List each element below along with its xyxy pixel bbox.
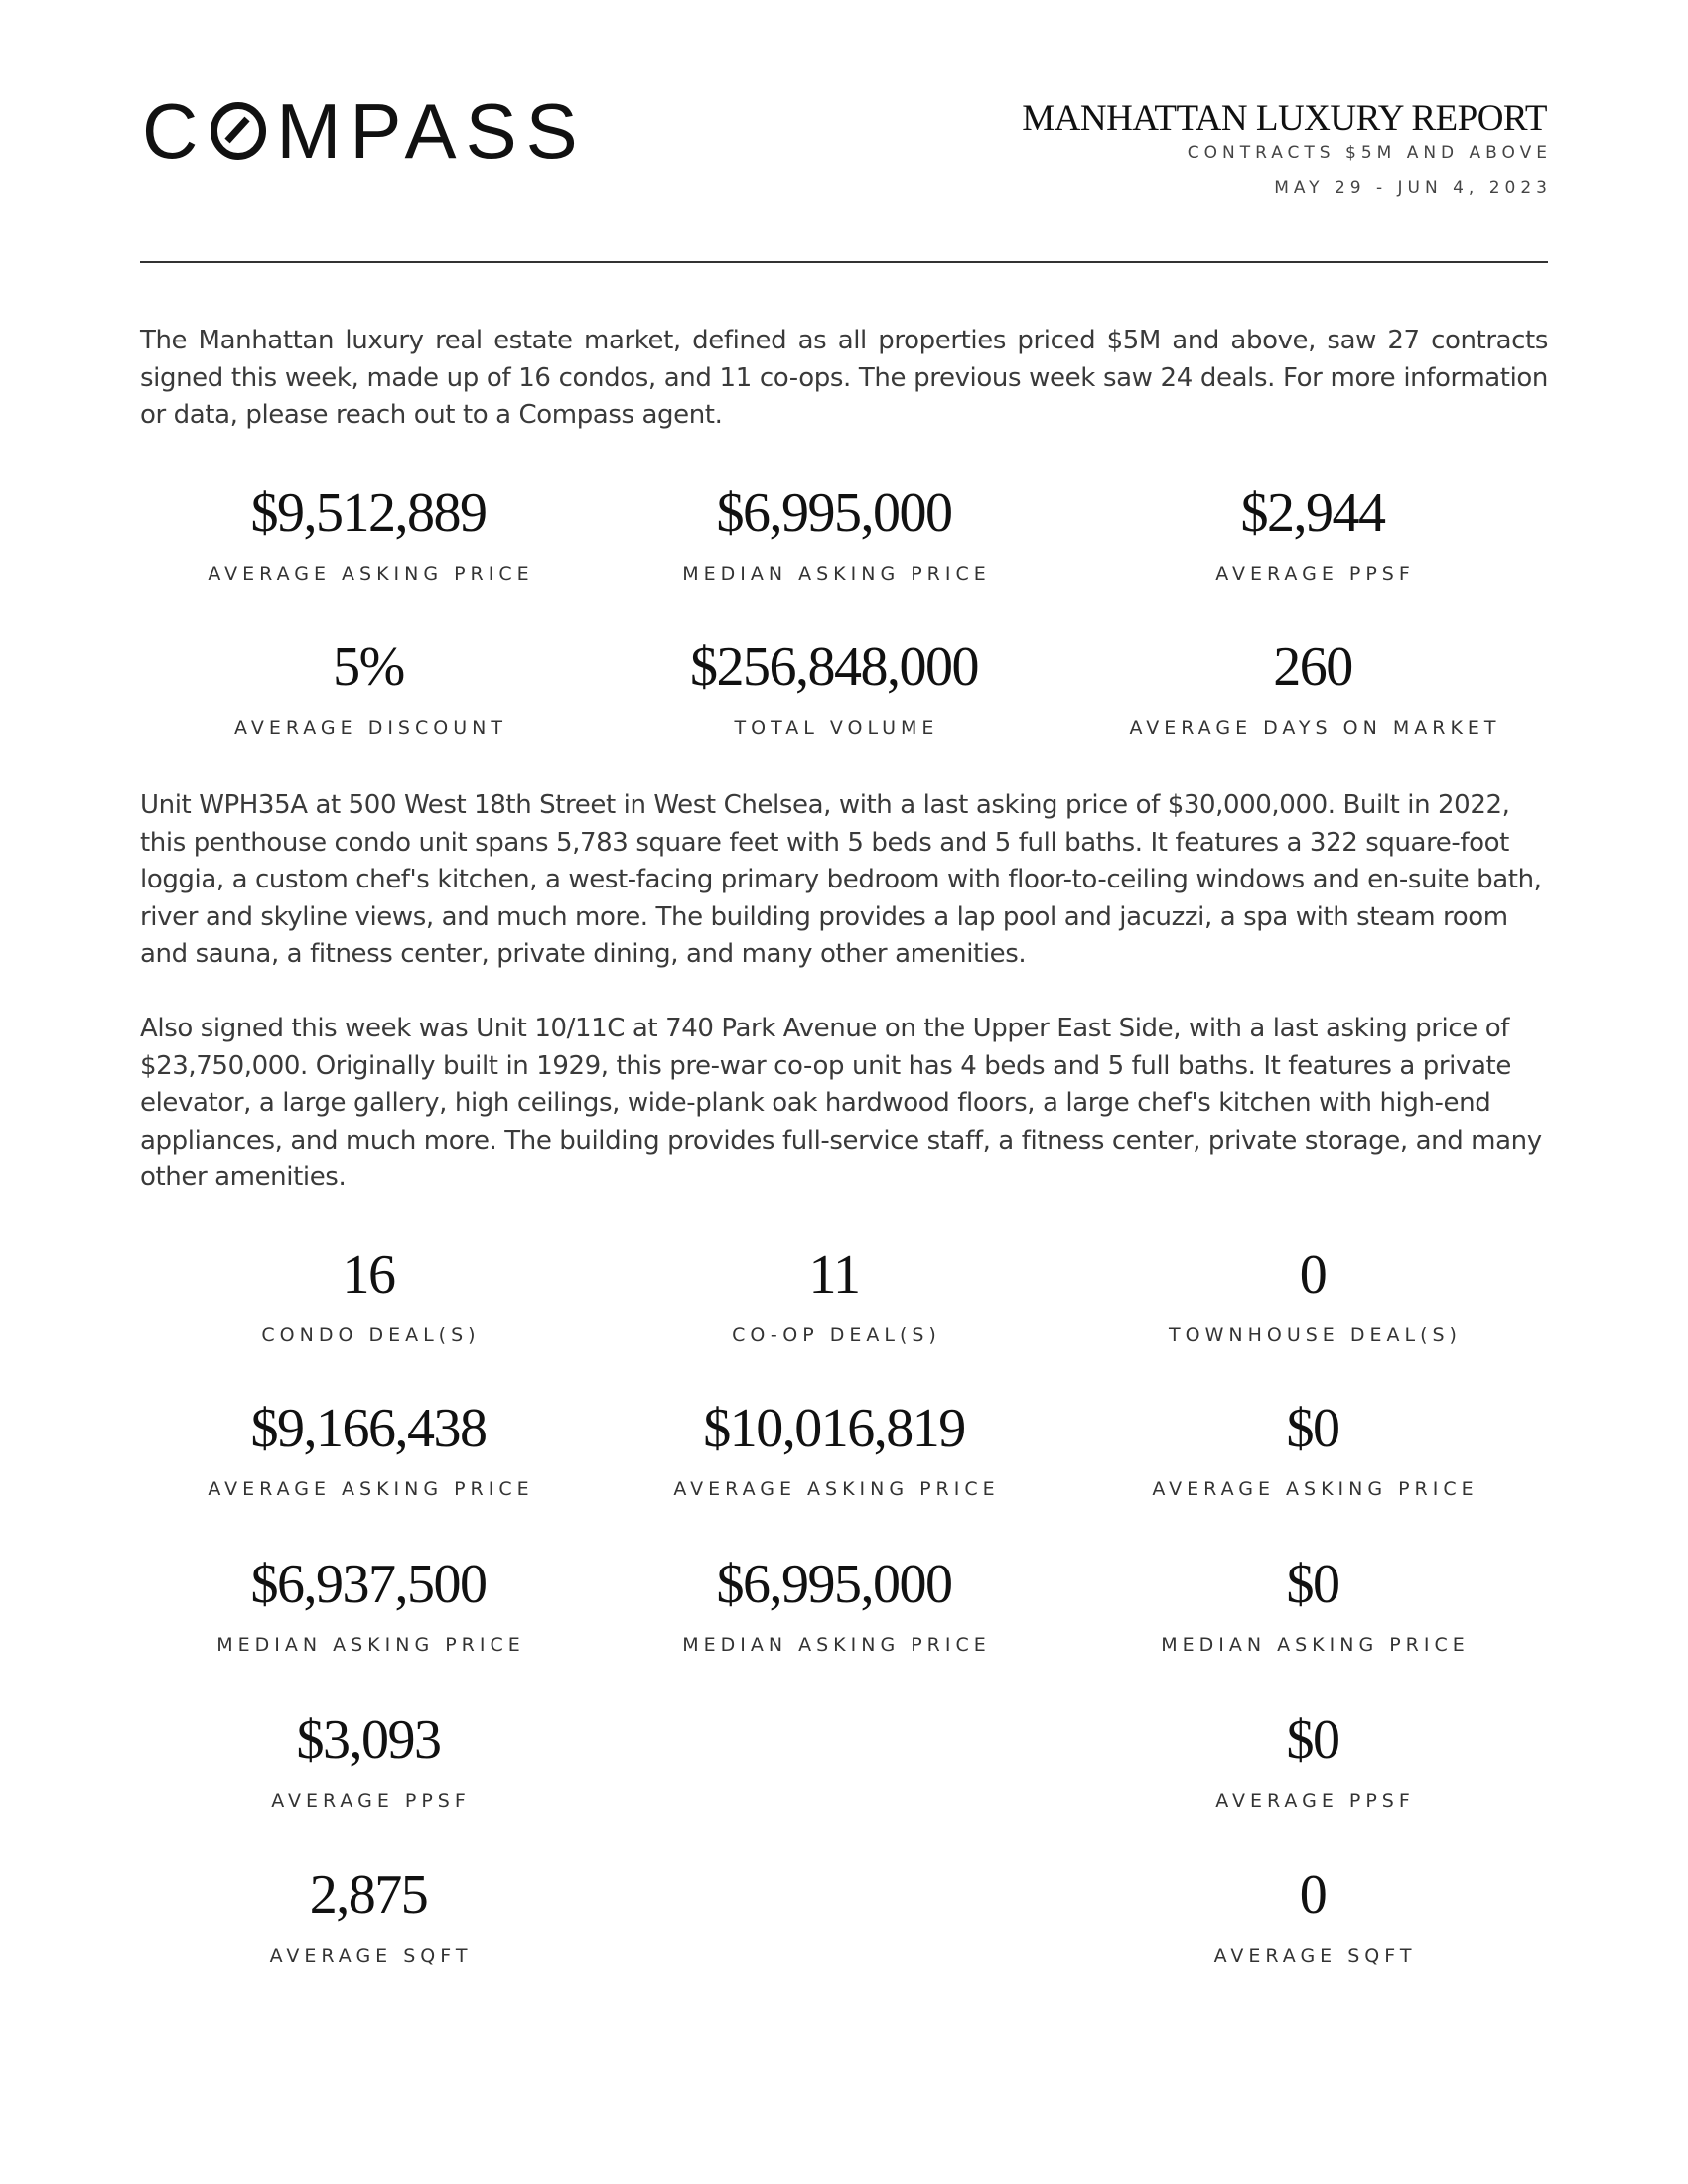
stat-value: 5% xyxy=(333,636,404,698)
stat-label: AVERAGE PPSF xyxy=(1215,1790,1415,1812)
stat-label: CO-OP DEAL(S) xyxy=(732,1324,941,1346)
report-title: MANHATTAN LUXURY REPORT xyxy=(1022,98,1547,139)
stat-label: TOWNHOUSE DEAL(S) xyxy=(1169,1324,1462,1346)
highlight-paragraph-1: Unit WPH35A at 500 West 18th Street in West Chelsea, with a last asking price of $30,000,000. Built in 2022, this penthouse condo unit spans 5,783 square feet with 5 beds and 5 full baths. It features a 322 square-foot loggia, a custom chef's kitchen, a west-facing primary bedroom with floor-to-ceiling windows and en-suite bath, river and skyline views, and much more. The building provides a lap pool and jacuzzi, a spa with steam room and sauna, a fitness center, private dining, and many other amenities. xyxy=(140,790,1542,969)
stat-value: $6,995,000 xyxy=(716,1554,952,1615)
stat-label: AVERAGE ASKING PRICE xyxy=(208,563,534,585)
townhouse-median-asking-price xyxy=(1035,1555,1591,1656)
stat-label: AVERAGE SQFT xyxy=(269,1945,473,1967)
stat-value: $6,995,000 xyxy=(716,482,952,544)
stat-value: $0 xyxy=(1286,1554,1339,1615)
coop-median-asking-price xyxy=(556,1555,1112,1656)
stat-label: AVERAGE SQFT xyxy=(1213,1945,1417,1967)
stat-value: $10,016,819 xyxy=(703,1398,965,1459)
townhouse-average-ppsf xyxy=(1035,1710,1591,1812)
stat-value: $256,848,000 xyxy=(690,636,978,698)
condo-average-ppsf xyxy=(90,1710,646,1812)
highlight-paragraph-2: Also signed this week was Unit 10/11C at 740 Park Avenue on the Upper East Side, with a last asking price of $23,750,000. Originally built in 1929, this pre-war co-op unit has 4 beds and 5 full baths. It features a private elevator, a large gallery, high ceilings, wide-plank oak hardwood floors, a large chef's kitchen with high-end appliances, and much more. The building provides full-service staff, a fitness center, private storage, and many other amenities. xyxy=(140,1014,1542,1192)
report-date-range: MAY 29 - JUN 4, 2023 xyxy=(1274,178,1552,198)
stat-value: $6,937,500 xyxy=(250,1554,487,1615)
stat-label: AVERAGE DISCOUNT xyxy=(234,717,507,739)
stat-label: MEDIAN ASKING PRICE xyxy=(1161,1634,1470,1656)
stat-label: MEDIAN ASKING PRICE xyxy=(682,1634,991,1656)
stat-value: 11 xyxy=(808,1244,860,1305)
stat-value: $3,093 xyxy=(296,1709,441,1771)
stat-label: AVERAGE PPSF xyxy=(1215,563,1415,585)
stat-value: 2,875 xyxy=(309,1864,428,1926)
townhouse-deals xyxy=(1035,1245,1591,1346)
compass-o-icon xyxy=(210,102,267,160)
stat-value: $9,512,889 xyxy=(250,482,487,544)
stat-label: AVERAGE ASKING PRICE xyxy=(1152,1478,1478,1500)
stat-label: AVERAGE PPSF xyxy=(271,1790,471,1812)
intro-paragraph: The Manhattan luxury real estate market, defined as all properties priced $5M and above, saw 27 contracts signed this week, made up of 16 condos, and 11 co-ops. The previous week saw 24 deals. For more information or data, please reach out to a Compass agent. xyxy=(140,326,1548,430)
stat-value: $9,166,438 xyxy=(250,1398,487,1459)
header-divider xyxy=(140,261,1548,263)
stat-label: TOTAL VOLUME xyxy=(734,717,939,739)
stat-average-days-on-market xyxy=(1035,637,1591,739)
stat-median-asking-price xyxy=(556,483,1112,585)
stat-value: $0 xyxy=(1286,1398,1339,1459)
compass-logo xyxy=(142,87,587,175)
townhouse-average-asking-price xyxy=(1035,1399,1591,1500)
condo-average-sqft xyxy=(90,1865,646,1967)
stat-label: MEDIAN ASKING PRICE xyxy=(216,1634,525,1656)
stat-value: 0 xyxy=(1299,1244,1327,1305)
coop-average-asking-price xyxy=(556,1399,1112,1500)
stat-value: 260 xyxy=(1273,636,1352,698)
logo-letter-c: C xyxy=(142,87,208,175)
stat-value: $0 xyxy=(1286,1709,1339,1771)
stat-total-volume xyxy=(556,637,1112,739)
stat-average-ppsf xyxy=(1035,483,1591,585)
stat-value: 16 xyxy=(342,1244,395,1305)
coop-deals xyxy=(556,1245,1112,1346)
stat-label: MEDIAN ASKING PRICE xyxy=(682,563,991,585)
stat-label: AVERAGE ASKING PRICE xyxy=(673,1478,1000,1500)
stat-value: $2,944 xyxy=(1240,482,1385,544)
stat-label: AVERAGE DAYS ON MARKET xyxy=(1129,717,1501,739)
report-subtitle: CONTRACTS $5M AND ABOVE xyxy=(1187,143,1552,163)
townhouse-average-sqft xyxy=(1035,1865,1591,1967)
logo-letters-mpass: MPASS xyxy=(276,87,587,175)
stat-label: CONDO DEAL(S) xyxy=(261,1324,481,1346)
stat-label: AVERAGE ASKING PRICE xyxy=(208,1478,534,1500)
stat-value: 0 xyxy=(1299,1864,1327,1926)
